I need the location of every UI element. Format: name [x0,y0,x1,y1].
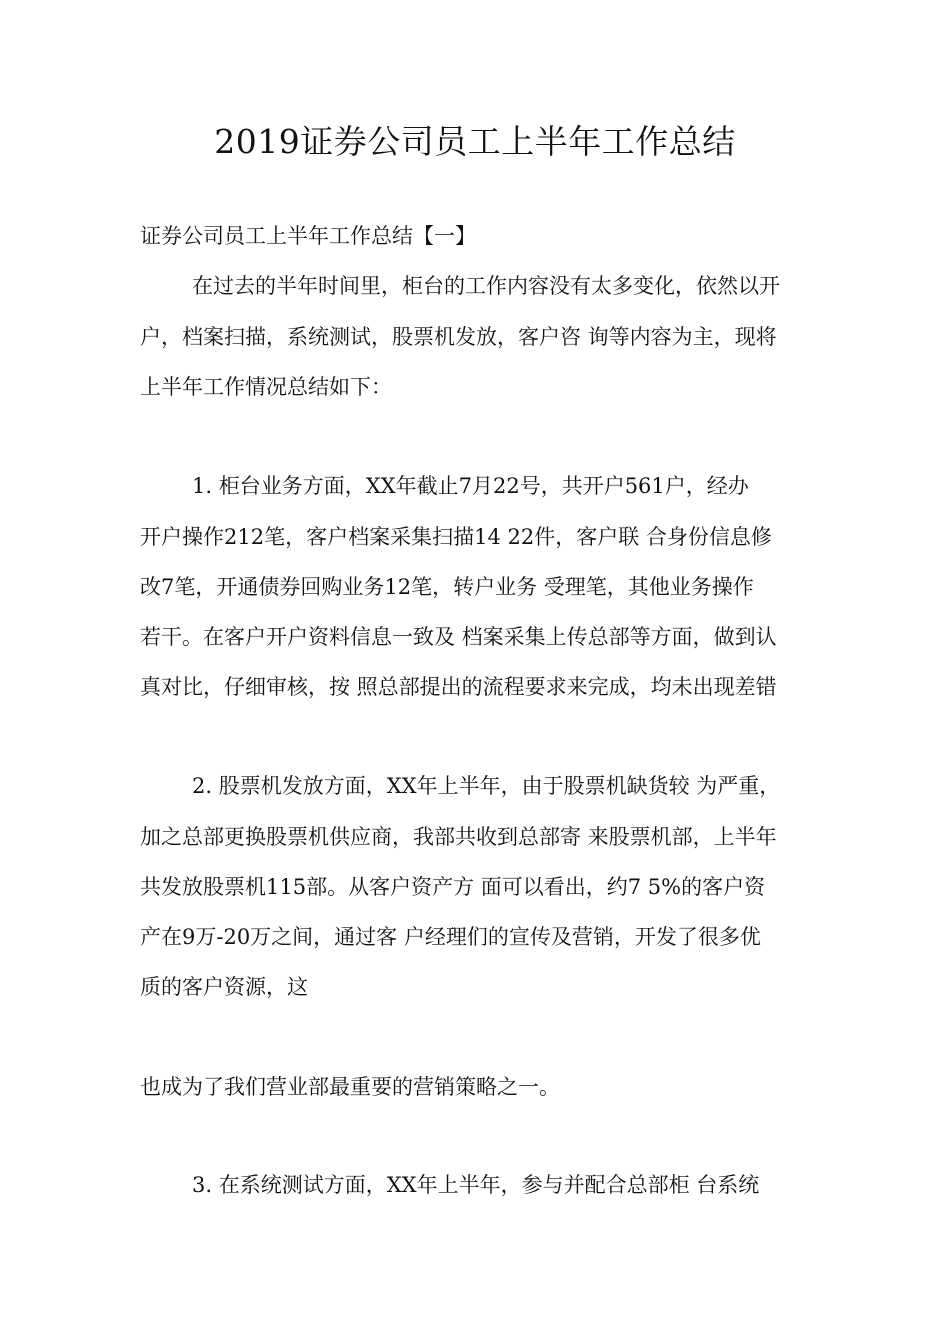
item1-line: 开户操作212笔，客户档案采集扫描14 22件，客户联 合身份信息修 [140,525,772,549]
item2-line: 产在9万-20万之间，通过客 户经理们的宣传及营销，开发了很多优 [140,925,761,949]
intro-line: 户，档案扫描，系统测试，股票机发放，客户咨 询等内容为主，现将 [140,325,777,349]
item2-line: 2. 股票机发放方面，XX年上半年，由于股票机缺货较 为严重， [192,774,781,798]
item2-line: 加之总部更换股票机供应商，我部共收到总部寄 来股票机部，上半年 [140,825,777,849]
item1-line: 1. 柜台业务方面，XX年截止7月22号，共开户561户，经办 [192,474,749,498]
item2-line: 质的客户资源，这 [140,975,308,999]
section-heading: 证券公司员工上半年工作总结【一】 [140,224,476,248]
item1-line: 若干。在客户开户资料信息一致及 档案采集上传总部等方面，做到认 [140,625,777,649]
item1-line: 改7笔，开通债券回购业务12笔，转户业务 受理笔，其他业务操作 [140,575,754,599]
item3-line: 3. 在系统测试方面，XX年上半年，参与并配合总部柜 台系统 [192,1173,760,1197]
intro-line: 上半年工作情况总结如下： [140,375,392,399]
document-title: 2019证券公司员工上半年工作总结 [214,122,736,161]
continuation-line: 也成为了我们营业部最重要的营销策略之一。 [140,1075,560,1099]
item1-line: 真对比，仔细审核，按 照总部提出的流程要求来完成，均未出现差错 [140,675,777,699]
intro-line: 在过去的半年时间里，柜台的工作内容没有太多变化，依然以开 [192,274,780,298]
item2-line: 共发放股票机115部。从客户资产方 面可以看出，约7 5%的客户资 [140,875,766,899]
